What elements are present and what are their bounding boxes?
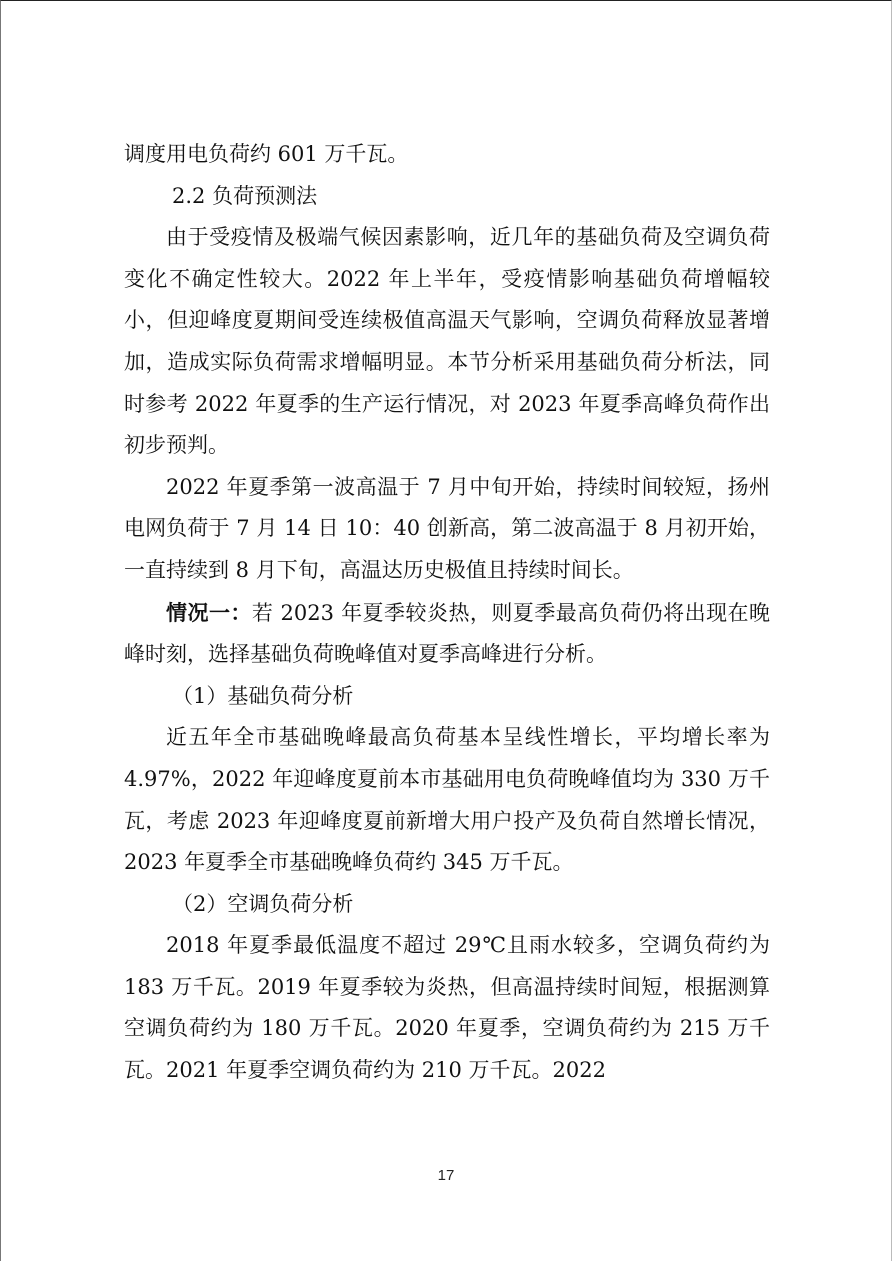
subheading-ac-load: （2）空调负荷分析	[172, 891, 354, 916]
paragraph-scenario-one	[124, 592, 770, 676]
page-number: 17	[437, 1167, 455, 1184]
paragraph-heatwave: 2022 年夏季第一波高温于 7 月中旬开始，持续时间较短，扬州电网负荷于 7 月 14 日 10：40 创新高，第二波高温于 8 月初开始，一直持续到 8 月下旬，高温达历史极值且持续时间长。	[124, 474, 770, 582]
scenario-one-text: 若 2023 年夏季较炎热，则夏季最高负荷仍将出现在晚峰时刻，选择基础负荷晚峰值对夏季高峰进行分析。	[124, 600, 771, 667]
subheading-base-load: （1）基础负荷分析	[172, 683, 354, 708]
paragraph-intro: 由于受疫情及极端气候因素影响，近几年的基础负荷及空调负荷变化不确定性较大。2022 年上半年，受疫情影响基础负荷增幅较小，但迎峰度夏期间受连续极值高温天气影响，空调负荷释放显著增加，造成实际负荷需求增幅明显。本节分析采用基础负荷分析法，同时参考 2022 年夏季的生产运行情况，对 2023 年夏季高峰负荷作出初步预判。	[124, 225, 770, 458]
scenario-one-label: 情况一：	[166, 599, 252, 625]
document-body	[124, 134, 770, 1092]
paragraph-ac-load: 2018 年夏季最低温度不超过 29℃且雨水较多，空调负荷约为 183 万千瓦。2019 年夏季较为炎热，但高温持续时间短，根据测算空调负荷约为 180 万千瓦。2020 年夏季，空调负荷约为 215 万千瓦。2021 年夏季空调负荷约为 210 万千瓦。2022	[124, 933, 770, 1083]
section-heading-load-forecast: 2.2 负荷预测法	[172, 183, 318, 208]
paragraph-base-load: 近五年全市基础晚峰最高负荷基本呈线性增长，平均增长率为 4.97%，2022 年迎峰度夏前本市基础用电负荷晚峰值均为 330 万千瓦，考虑 2023 年迎峰度夏前新增大用户投产及负荷自然增长情况，2023 年夏季全市基础晚峰负荷约 345 万千瓦。	[124, 725, 770, 875]
paragraph-continuation: 调度用电负荷约 601 万千瓦。	[124, 142, 409, 166]
